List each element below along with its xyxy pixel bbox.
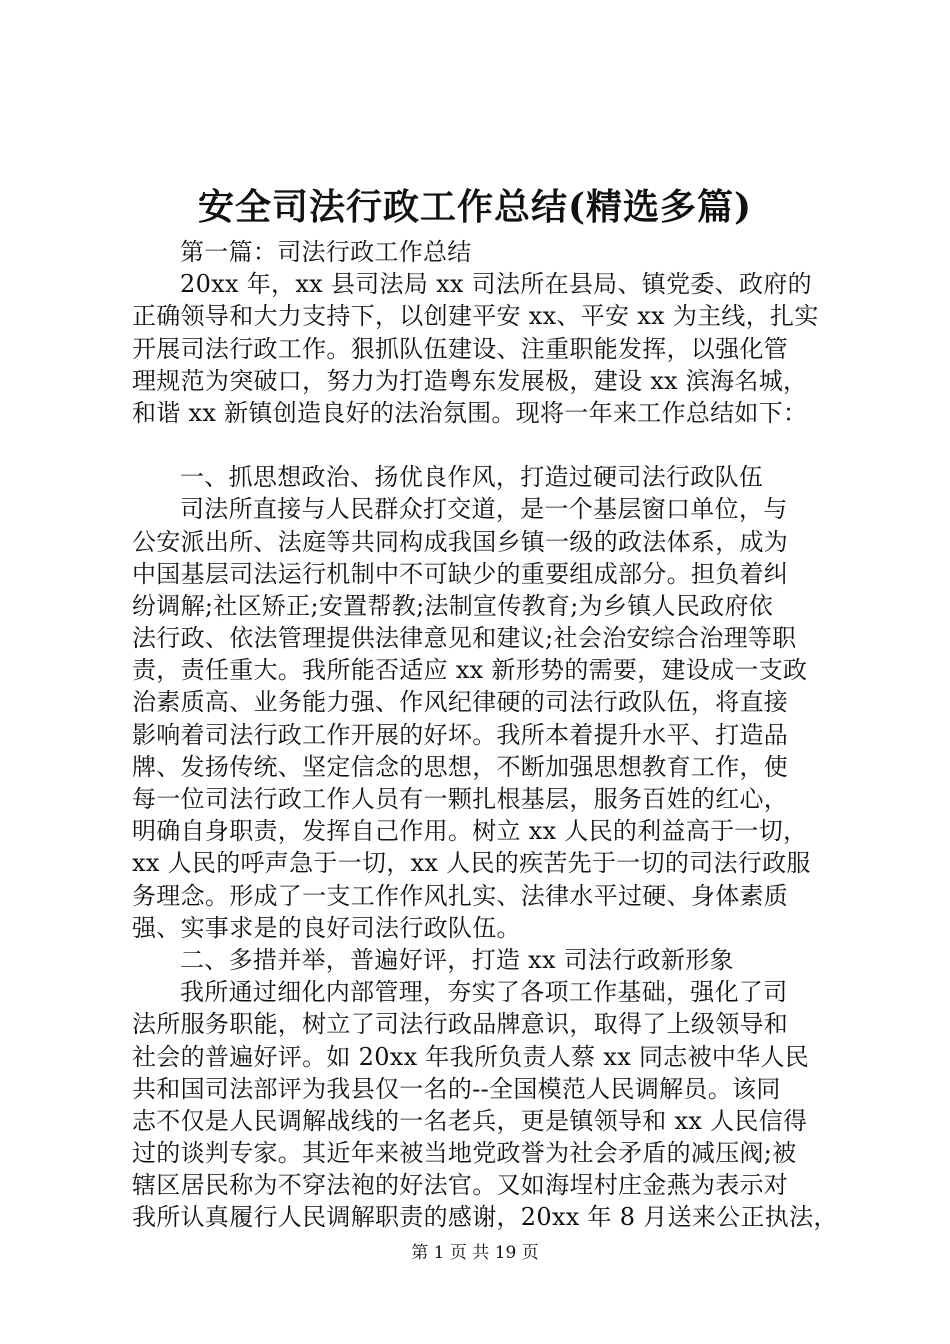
paragraph-line: 和谐 xx 新镇创造良好的法治氛围。现将一年来工作总结如下： [132,398,808,427]
paragraph-line: 牌、发扬传统、坚定信念的思想，不断加强思想教育工作，使 [132,752,789,781]
document-title: 安全司法行政工作总结(精选多篇) [197,186,753,228]
section-heading: 二、多措并举，普遍好评，打造 xx 司法行政新形象 [180,945,734,974]
paragraph-line: 理规范为突破口，努力为打造粤东发展极，建设 xx 滨海名城， [132,366,808,395]
paragraph-gap [132,429,832,461]
paragraph-line: 治素质高、业务能力强、作风纪律硬的司法行政队伍，将直接 [132,688,789,717]
part-heading: 第一篇：司法行政工作总结 [180,238,472,266]
paragraph-line: 过的谈判专家。其近年来被当地党政誉为社会矛盾的减压阀;被 [132,1139,797,1168]
paragraph-line: xx 人民的呼声急于一切，xx 人民的疾苦先于一切的司法行政服 [132,849,811,878]
paragraph-line: 纷调解;社区矫正;安置帮教;法制宣传教育;为乡镇人民政府依 [132,591,774,620]
paragraph-line: 20xx 年，xx 县司法局 xx 司法所在县局、镇党委、政府的 [180,270,812,299]
section-heading: 一、抓思想政治、扬优良作风，打造过硬司法行政队伍 [180,463,764,492]
paragraph-line: 法行政、依法管理提供法律意见和建议;社会治安综合治理等职 [132,624,797,653]
document-body [132,236,838,1234]
paragraph-line: 明确自身职责，发挥自己作用。树立 xx 人民的利益高于一切， [132,817,808,846]
paragraph-line: 中国基层司法运行机制中不可缺少的重要组成部分。担负着纠 [132,559,789,588]
paragraph-line: 影响着司法行政工作开展的好坏。我所本着提升水平、打造品 [132,720,789,749]
paragraph-line: 正确领导和大力支持下，以创建平安 xx、平安 xx 为主线，扎实 [132,302,819,331]
paragraph-line: 我所认真履行人民调解职责的感谢，20xx 年 8 月送来公正执法， [132,1203,838,1232]
paragraph-line: 共和国司法部评为我县仅一名的--全国模范人民调解员。该同 [132,1074,781,1103]
paragraph-line: 司法所直接与人民群众打交道，是一个基层窗口单位，与 [180,495,788,524]
paragraph-line: 法所服务职能，树立了司法行政品牌意识，取得了上级领导和 [132,1010,789,1039]
paragraph-line: 务理念。形成了一支工作作风扎实、法律水平过硬、身体素质 [132,881,789,910]
page-number-footer: 第 1 页 共 19 页 [411,1243,539,1263]
paragraph-line: 开展司法行政工作。狠抓队伍建设、注重职能发挥，以强化管 [132,334,789,363]
paragraph-line: 公安派出所、法庭等共同构成我国乡镇一级的政法体系，成为 [132,527,789,556]
paragraph-line: 社会的普遍好评。如 20xx 年我所负责人蔡 xx 同志被中华人民 [132,1042,810,1071]
paragraph-line: 我所通过细化内部管理，夯实了各项工作基础，强化了司 [180,978,788,1007]
paragraph-line: 志不仅是人民调解战线的一名老兵，更是镇领导和 xx 人民信得 [132,1106,808,1135]
paragraph-line: 辖区居民称为不穿法袍的好法官。又如海埕村庄金燕为表示对 [132,1171,789,1200]
paragraph-line: 每一位司法行政工作人员有一颗扎根基层，服务百姓的红心， [132,785,789,813]
paragraph-line: 责，责任重大。我所能否适应 xx 新形势的需要，建设成一支政 [132,656,808,685]
paragraph-line: 强、实事求是的良好司法行政队伍。 [132,913,521,942]
